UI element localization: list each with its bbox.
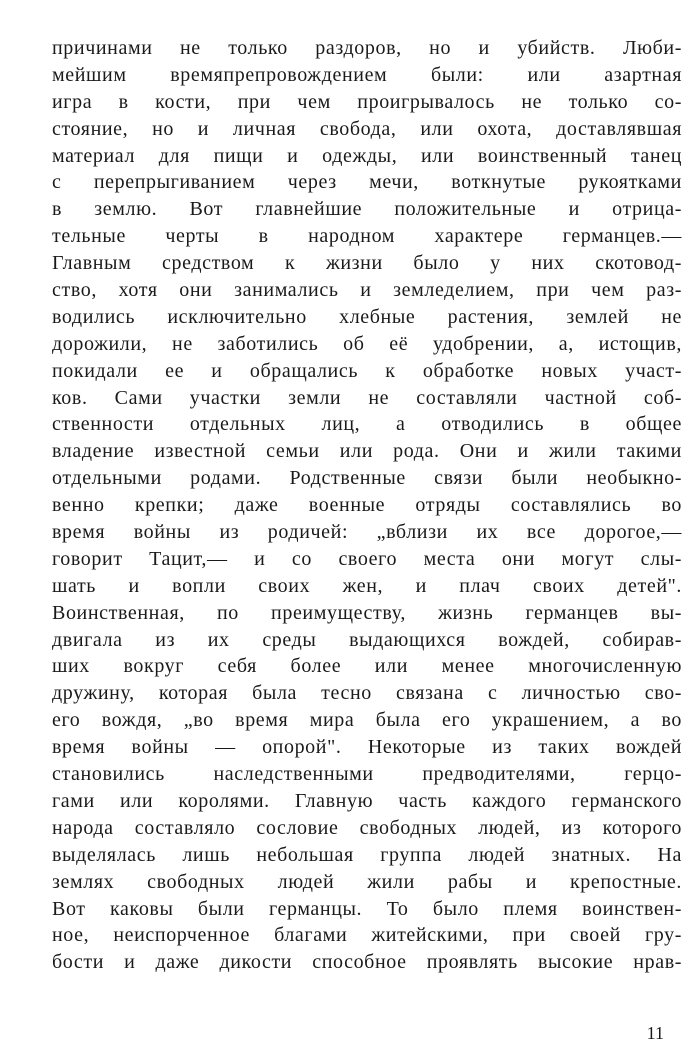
text-line: землях свободных людей жили рабы и крепостные. <box>52 870 682 893</box>
text-line: венно крепки; даже военные отряды составлялись во <box>52 494 682 517</box>
text-line: Вот каковы были германцы. То было племя воинствен- <box>52 897 682 920</box>
page-number: 11 <box>646 1023 664 1043</box>
text-line: бости и даже дикости способное проявлять высокие нрав- <box>52 951 682 974</box>
text-line: Воинственная, по преимуществу, жизнь германцев вы- <box>52 601 682 624</box>
text-line: его вождя, „во время мира была его украшением, а во <box>52 709 682 732</box>
text-line: народа составляло сословие свободных людей, из которого <box>52 816 682 839</box>
text-line: дорожили, не заботились об её удобрении, а, истощив, <box>52 332 682 355</box>
text-line: тельные черты в народном характере германцев.— <box>52 225 682 248</box>
text-line: владение известной семьи или рода. Они и жили такими <box>52 440 682 463</box>
text-line: время войны из родичей: „вблизи их все дорогое,— <box>52 521 682 544</box>
text-line: ное, неиспорченное благами житейскими, при своей гру- <box>52 924 682 947</box>
text-line: ство, хотя они занимались и земледелием, при чем раз- <box>52 279 682 302</box>
text-line: мейшим времяпрепровождением были: или азартная <box>52 63 682 86</box>
text-line: отдельными родами. Родственные связи были необыкно- <box>52 467 682 490</box>
text-line: покидали ее и обращались к обработке новых участ- <box>52 359 682 382</box>
body-text <box>52 35 690 976</box>
text-line: материал для пищи и одежды, или воинственный танец <box>52 144 682 167</box>
text-line: стояние, но и личная свобода, или охота, доставлявшая <box>52 117 682 140</box>
text-line: Главным средством к жизни было у них скотовод- <box>52 252 682 275</box>
text-line: водились исключительно хлебные растения, землей не <box>52 305 682 328</box>
text-line: выделялась лишь небольшая группа людей знатных. На <box>52 843 682 866</box>
text-line: ков. Сами участки земли не составляли частной соб- <box>52 386 682 409</box>
text-line: дружину, которая была тесно связана с личностью сво- <box>52 682 682 705</box>
text-line: ственности отдельных лиц, а отводились в общее <box>52 413 682 436</box>
text-line: становились наследственными предводителями, герцо- <box>52 763 682 786</box>
text-line: двигала из их среды выдающихся вождей, собирав- <box>52 628 682 651</box>
text-line: в землю. Вот главнейшие положительные и отрица- <box>52 198 682 221</box>
text-line: с перепрыгиванием через мечи, воткнутые рукоятками <box>52 171 682 194</box>
text-line: время войны — опорой". Некоторые из таких вождей <box>52 736 682 759</box>
text-line: причинами не только раздоров, но и убийств. Люби- <box>52 37 682 59</box>
text-line: гами или королями. Главную часть каждого германского <box>52 789 682 812</box>
text-line: игра в кости, при чем проигрывалось не только со- <box>52 90 682 113</box>
text-line: говорит Тацит,— и со своего места они могут слы- <box>52 547 682 570</box>
text-line: шать и вопли своих жен, и плач своих детей". <box>52 574 682 597</box>
text-line: ших вокруг себя более или менее многочисленную <box>52 655 682 678</box>
